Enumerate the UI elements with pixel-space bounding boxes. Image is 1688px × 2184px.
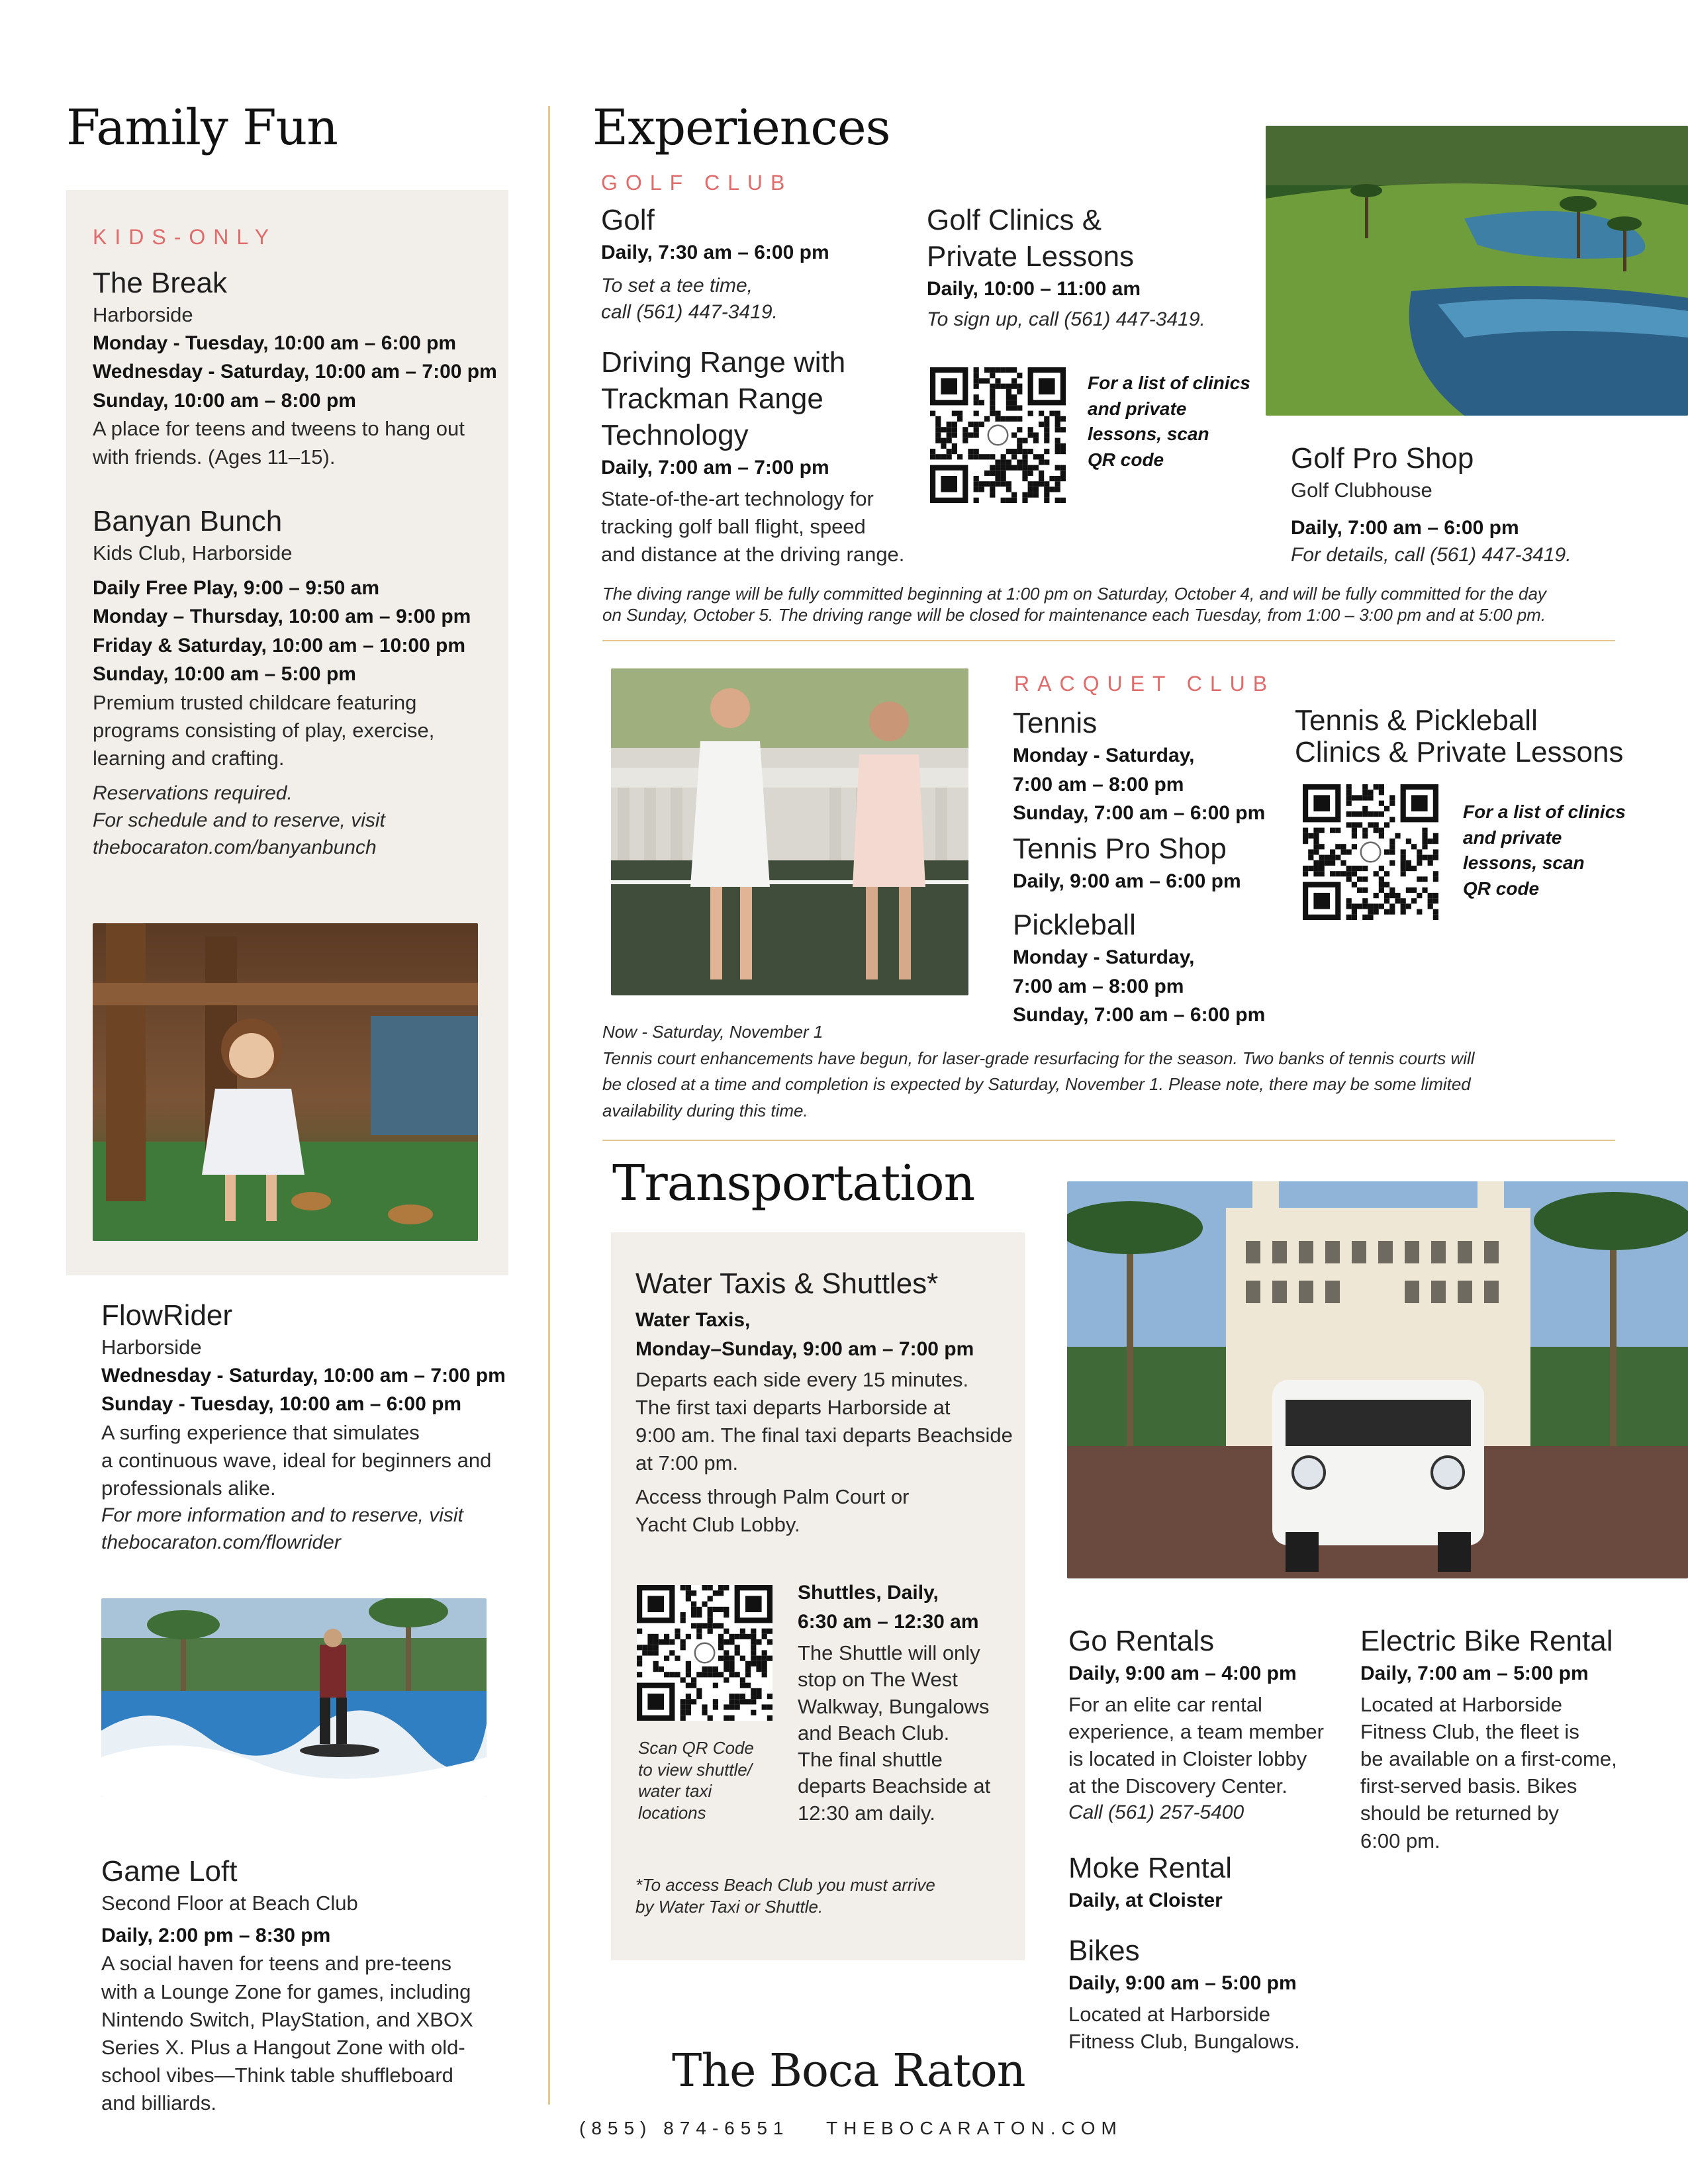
tennis-notice <box>602 1019 1648 1124</box>
qr-code-icon <box>1303 784 1438 920</box>
banyan-hours: Daily Free Play, 9:00 – 9:50 am <box>93 576 380 599</box>
notice-line: be closed at a time and completion is expected by Saturday, November 1. Please note, there may be some limited <box>602 1074 1471 1095</box>
kids-only-label: KIDS-ONLY <box>93 225 277 249</box>
section-divider <box>602 1140 1615 1141</box>
flowrider-reserve-link[interactable]: thebocaraton.com/flowrider <box>101 1531 341 1554</box>
tennis-pickleball-clinics-section <box>1295 705 1665 768</box>
the-break-section <box>93 265 503 471</box>
qr-code-icon <box>930 367 1066 503</box>
flowrider-photo <box>101 1598 487 1797</box>
golf-club-label: GOLF CLUB <box>601 171 793 195</box>
driving-range-title: Driving Range with <box>601 346 846 379</box>
tp-clinics-title: Tennis & Pickleball <box>1295 704 1538 737</box>
golf-pro-shop-note: For details, call (561) 447-3419. <box>1291 544 1571 567</box>
game-loft-location: Second Floor at Beach Club <box>101 1891 358 1915</box>
shuttle-qr-code[interactable] <box>637 1585 773 1721</box>
footer-phone[interactable]: (855) 874-6551 <box>579 2118 790 2138</box>
pickleball-hours: Monday - Saturday, <box>1013 946 1195 968</box>
footnote-line: by Water Taxi or Shuttle. <box>635 1896 823 1917</box>
banyan-desc: learning and crafting. <box>93 747 285 770</box>
shuttle-section <box>798 1578 1023 1827</box>
qr-note-line: lessons, scan <box>1463 852 1585 874</box>
footer-website[interactable]: THEBOCARATON.COM <box>826 2118 1123 2138</box>
game-loft-desc: and billiards. <box>101 2091 217 2115</box>
shuttle-desc: The final shuttle <box>798 1748 943 1772</box>
bikes-hours: Daily, 9:00 am – 5:00 pm <box>1068 1972 1297 1994</box>
notice-line: on Sunday, October 5. The driving range will be closed for maintenance each Tuesday, from 1:00 – 3:00 pm and at 5:00 pm. <box>602 604 1546 625</box>
banyan-hours: Sunday, 10:00 am – 5:00 pm <box>93 663 356 686</box>
game-loft-title: Game Loft <box>101 1855 238 1888</box>
tp-clinics-title: Clinics & Private Lessons <box>1295 735 1624 768</box>
go-rentals-desc: experience, a team member <box>1068 1719 1324 1743</box>
tennis-hours: Monday - Saturday, <box>1013 745 1195 766</box>
ebike-desc: should be returned by <box>1360 1801 1559 1825</box>
bikes-section <box>1068 1933 1346 2055</box>
shuttle-desc: departs Beachside at <box>798 1774 991 1798</box>
golf-note: To set a tee time, <box>601 274 753 296</box>
transportation-title: Transportation <box>612 1155 975 1212</box>
the-break-title: The Break <box>93 267 227 299</box>
qr-caption-line: locations <box>638 1802 706 1823</box>
tennis-photo <box>611 668 968 995</box>
the-break-location: Harborside <box>93 303 193 326</box>
game-loft-hours: Daily, 2:00 pm – 8:30 pm <box>101 1924 331 1946</box>
golf-clinics-hours: Daily, 10:00 – 11:00 am <box>927 278 1141 300</box>
qr-note-line: and private <box>1088 398 1187 419</box>
shuttle-hours: 6:30 am – 12:30 am <box>798 1610 979 1633</box>
golf-course-photo <box>1266 126 1688 416</box>
pickleball-title: Pickleball <box>1013 909 1136 941</box>
go-rentals-hours: Daily, 9:00 am – 4:00 pm <box>1068 1662 1297 1684</box>
ebike-desc: 6:00 pm. <box>1360 1829 1440 1852</box>
tennis-section <box>1013 705 1291 828</box>
notice-line: Now - Saturday, November 1 <box>602 1022 823 1042</box>
golf-title: Golf <box>601 204 655 236</box>
go-rentals-section <box>1068 1623 1346 1827</box>
water-taxi-desc: Departs each side every 15 minutes. <box>635 1368 969 1391</box>
banyan-desc: Premium trusted childcare featuring <box>93 690 417 714</box>
banyan-title: Banyan Bunch <box>93 505 283 537</box>
driving-range-notice <box>602 584 1648 625</box>
driving-range-section <box>601 344 919 569</box>
racquet-club-label: RACQUET CLUB <box>1014 672 1276 696</box>
moke-rental-title: Moke Rental <box>1068 1852 1233 1884</box>
qr-note-line: QR code <box>1088 449 1164 470</box>
game-loft-section <box>101 1853 512 2117</box>
golf-hours: Daily, 7:30 am – 6:00 pm <box>601 242 829 263</box>
tennis-hours: Sunday, 7:00 am – 6:00 pm <box>1013 802 1266 824</box>
driving-range-title: Trackman Range <box>601 383 823 415</box>
tennis-title: Tennis <box>1013 707 1098 739</box>
flowrider-desc: A surfing experience that simulates <box>101 1420 420 1444</box>
bikes-desc: Fitness Club, Bungalows. <box>1068 2029 1300 2053</box>
shuttle-desc: stop on The West <box>798 1668 958 1692</box>
tennis-pro-shop-title: Tennis Pro Shop <box>1013 833 1227 865</box>
flowrider-hours: Sunday - Tuesday, 10:00 am – 6:00 pm <box>101 1393 462 1416</box>
notice-line: Tennis court enhancements have begun, for laser-grade resurfacing for the season. Two banks of tennis courts will <box>602 1048 1475 1068</box>
game-loft-desc: Series X. Plus a Hangout Zone with old- <box>101 2035 465 2059</box>
banyan-reserve: Reservations required. <box>93 782 293 805</box>
go-rentals-desc: at the Discovery Center. <box>1068 1774 1288 1798</box>
ebike-desc: Located at Harborside <box>1360 1692 1563 1716</box>
moke-rental-section <box>1068 1850 1346 1915</box>
golf-clinics-qr-note <box>1088 371 1260 473</box>
pickleball-section <box>1013 907 1291 1030</box>
water-taxi-desc: The first taxi departs Harborside at <box>635 1396 951 1420</box>
driving-range-desc: tracking golf ball flight, speed <box>601 514 866 538</box>
tennis-clinics-qr-note <box>1463 799 1655 902</box>
shuttle-desc: The Shuttle will only <box>798 1641 980 1664</box>
qr-note-line: For a list of clinics <box>1088 373 1250 393</box>
qr-note-line: and private <box>1463 827 1562 848</box>
flowrider-title: FlowRider <box>101 1299 233 1332</box>
shuttle-desc: Walkway, Bungalows <box>798 1694 990 1718</box>
banyan-location: Kids Club, Harborside <box>93 541 293 565</box>
ebike-desc: be available on a first-come, <box>1360 1747 1617 1770</box>
qr-note-line: QR code <box>1463 878 1540 899</box>
driving-range-title: Technology <box>601 419 749 451</box>
water-taxi-label: Water Taxis, <box>635 1309 751 1331</box>
notice-line: availability during this time. <box>602 1100 808 1120</box>
golf-section <box>601 202 919 326</box>
the-break-desc: A place for teens and tweens to hang out <box>93 417 465 441</box>
game-loft-desc: Nintendo Switch, PlayStation, and XBOX <box>101 2007 473 2031</box>
moke-hotel-photo <box>1067 1181 1688 1578</box>
banyan-hours: Monday – Thursday, 10:00 am – 9:00 pm <box>93 606 471 628</box>
shuttle-desc: 12:30 am daily. <box>798 1801 935 1825</box>
flowrider-location: Harborside <box>101 1336 202 1359</box>
experiences-title: Experiences <box>592 99 890 156</box>
banyan-hours: Friday & Saturday, 10:00 am – 10:00 pm <box>93 634 466 657</box>
qr-note-line: lessons, scan <box>1088 424 1209 445</box>
driving-range-desc: and distance at the driving range. <box>601 542 905 566</box>
bikes-title: Bikes <box>1068 1934 1140 1967</box>
golf-clinics-note: To sign up, call (561) 447-3419. <box>927 308 1205 330</box>
flowrider-reserve: For more information and to reserve, visit <box>101 1504 463 1527</box>
qr-code-icon <box>637 1585 773 1721</box>
water-taxi-desc: at 7:00 pm. <box>635 1451 739 1475</box>
go-rentals-desc: is located in Cloister lobby <box>1068 1747 1307 1770</box>
golf-pro-shop-hours: Daily, 7:00 am – 6:00 pm <box>1291 516 1519 539</box>
tennis-pro-shop-section <box>1013 831 1291 896</box>
go-rentals-call[interactable]: Call (561) 257-5400 <box>1068 1801 1244 1824</box>
the-break-hours: Sunday, 10:00 am – 8:00 pm <box>93 389 356 412</box>
water-taxi-access: Access through Palm Court or <box>635 1484 910 1508</box>
driving-range-desc: State-of-the-art technology for <box>601 486 874 510</box>
go-rentals-title: Go Rentals <box>1068 1625 1215 1657</box>
water-taxi-section <box>635 1265 1019 1539</box>
water-taxi-access: Yacht Club Lobby. <box>635 1512 800 1536</box>
golf-pro-shop-title: Golf Pro Shop <box>1291 442 1474 475</box>
ebike-section <box>1360 1623 1671 1854</box>
pickleball-hours: 7:00 am – 8:00 pm <box>1013 975 1184 997</box>
water-taxi-hours: Monday–Sunday, 9:00 am – 7:00 pm <box>635 1338 974 1360</box>
the-break-desc: with friends. (Ages 11–15). <box>93 445 336 469</box>
go-rentals-desc: For an elite car rental <box>1068 1692 1262 1716</box>
column-divider <box>548 106 550 2105</box>
driving-range-hours: Daily, 7:00 am – 7:00 pm <box>601 457 829 478</box>
game-loft-desc: A social haven for teens and pre-teens <box>101 1952 452 1976</box>
beach-club-footnote <box>635 1874 1006 1917</box>
water-taxi-title: Water Taxis & Shuttles* <box>635 1267 939 1300</box>
footnote-line: *To access Beach Club you must arrive <box>635 1875 935 1895</box>
game-loft-desc: with a Lounge Zone for games, including <box>101 1979 471 2003</box>
ebike-desc: Fitness Club, the fleet is <box>1360 1719 1579 1743</box>
tennis-clinics-qr-code[interactable] <box>1303 784 1438 920</box>
golf-pro-shop-location: Golf Clubhouse <box>1291 478 1432 502</box>
banyan-reserve-link[interactable]: thebocaraton.com/banyanbunch <box>93 836 377 858</box>
golf-clinics-qr-code[interactable] <box>930 367 1066 503</box>
ebike-title: Electric Bike Rental <box>1360 1625 1613 1657</box>
qr-caption-line: to view shuttle/ <box>638 1759 752 1780</box>
golf-pro-shop-section <box>1291 440 1688 569</box>
game-loft-desc: school vibes—Think table shuffleboard <box>101 2063 453 2087</box>
ebike-hours: Daily, 7:00 am – 5:00 pm <box>1360 1662 1589 1684</box>
notice-line: The diving range will be fully committed beginning at 1:00 pm on Saturday, October 4, and will be fully committed for the day <box>602 584 1546 604</box>
qr-note-line: For a list of clinics <box>1463 801 1626 822</box>
banyan-bunch-photo <box>93 923 478 1241</box>
section-divider <box>602 640 1615 641</box>
moke-rental-hours: Daily, at Cloister <box>1068 1889 1223 1911</box>
flowrider-hours: Wednesday - Saturday, 10:00 am – 7:00 pm <box>101 1364 506 1387</box>
shuttle-qr-caption <box>638 1737 771 1823</box>
the-break-hours: Monday - Tuesday, 10:00 am – 6:00 pm <box>93 332 457 354</box>
banyan-desc: programs consisting of play, exercise, <box>93 719 435 742</box>
brand-logo: The Boca Raton <box>672 2045 1025 2097</box>
tennis-hours: 7:00 am – 8:00 pm <box>1013 773 1184 796</box>
qr-caption-line: Scan QR Code <box>638 1738 754 1758</box>
ebike-desc: first-served basis. Bikes <box>1360 1774 1577 1798</box>
flowrider-desc: a continuous wave, ideal for beginners and <box>101 1449 492 1472</box>
flowrider-desc: professionals alike. <box>101 1477 276 1500</box>
golf-clinics-section <box>927 202 1258 333</box>
the-break-hours: Wednesday - Saturday, 10:00 am – 7:00 pm <box>93 361 497 383</box>
pickleball-hours: Sunday, 7:00 am – 6:00 pm <box>1013 1004 1266 1026</box>
tennis-pro-shop-hours: Daily, 9:00 am – 6:00 pm <box>1013 870 1241 892</box>
water-taxi-desc: 9:00 am. The final taxi departs Beachside <box>635 1424 1013 1447</box>
golf-note: call (561) 447-3419. <box>601 301 778 324</box>
flowrider-section <box>101 1297 512 1557</box>
family-fun-title: Family Fun <box>66 99 338 156</box>
shuttle-label: Shuttles, Daily, <box>798 1582 939 1604</box>
banyan-reserve: For schedule and to reserve, visit <box>93 809 385 832</box>
qr-caption-line: water taxi <box>638 1781 712 1801</box>
shuttle-desc: and Beach Club. <box>798 1721 950 1745</box>
golf-clinics-title: Private Lessons <box>927 240 1135 273</box>
golf-clinics-title: Golf Clinics & <box>927 204 1102 236</box>
banyan-section <box>93 503 503 862</box>
bikes-desc: Located at Harborside <box>1068 2002 1271 2026</box>
